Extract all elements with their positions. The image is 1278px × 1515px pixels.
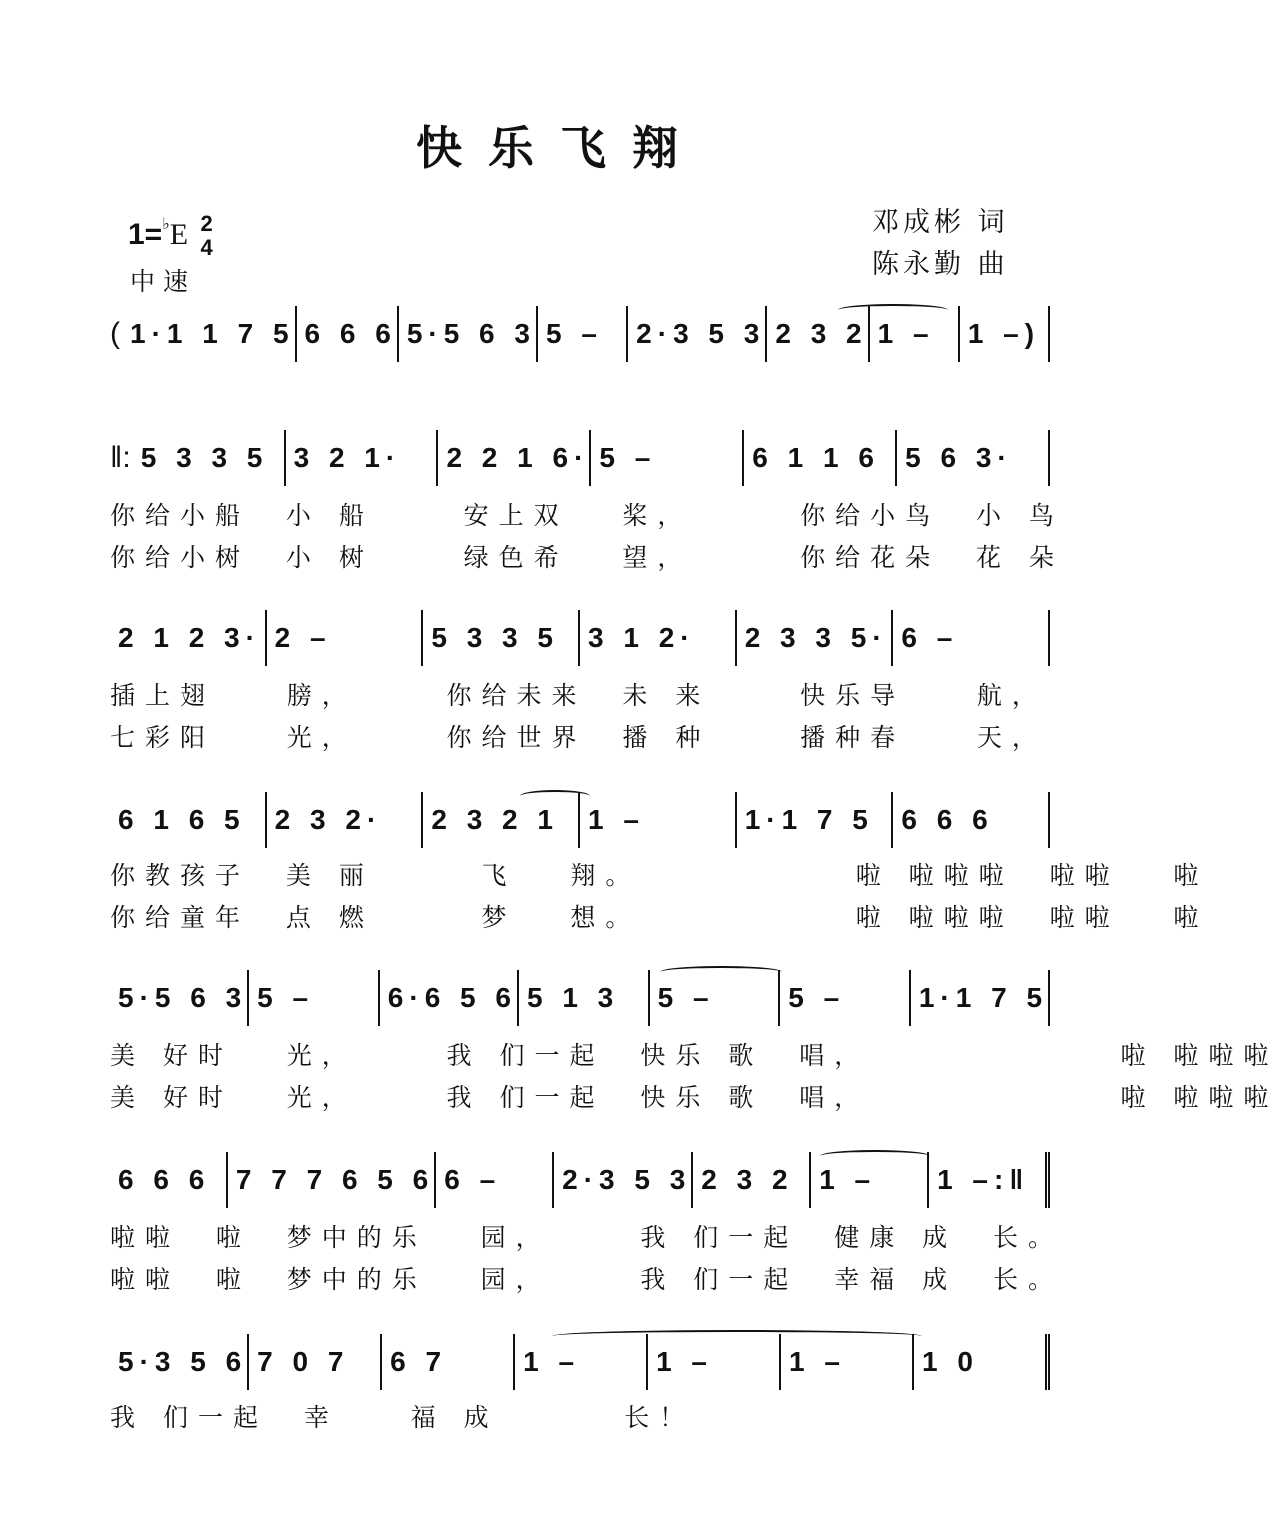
measure: 2·3 5 3 [628,306,767,362]
measure: 5 – [538,306,628,362]
measure: 5·5 6 3 [110,970,249,1026]
measure: 2·3 5 3 [554,1152,693,1208]
measure: 5 3 3 5 [423,610,580,666]
measure: 5·5 6 3 [399,306,538,362]
measure: 6 – [893,610,1050,666]
measure: 1 – [515,1334,648,1390]
measure: 2 3 2 1 [423,792,580,848]
lyrics-verse-2: 你给童年 点 燃 梦 想。 啦 啦啦啦 啦啦 啦 [110,903,1209,932]
lyrics-coda: 我 们一起 幸 福 成 长！ [110,1403,695,1432]
measure: 5 1 3 [519,970,650,1026]
measure: 1 – [580,792,737,848]
time-signature-top: 2 [200,211,213,236]
measure: 1·1 1 7 5 [122,306,297,362]
measure: 1·1 7 5 [911,970,1050,1026]
lyrics-verse-2: 美 好时 光， 我 们一起 快乐 歌 唱， 啦 啦啦啦 [110,1083,1278,1112]
measure: 1 – [781,1334,914,1390]
key-signature [128,212,213,260]
measure: 1 –) [960,306,1050,362]
measure: 6 7 [382,1334,515,1390]
tie-arc [820,1150,930,1162]
measure: 6 1 1 6 [744,430,897,486]
measure: 2 – [267,610,424,666]
measure: 5 – [591,430,744,486]
measure: 6 6 6 [297,306,399,362]
measure: 5 – [249,970,380,1026]
flat-symbol: ♭ [162,215,170,233]
tie-arc [520,790,590,802]
measure: 2 3 2 [693,1152,811,1208]
measure: 1 – [870,306,960,362]
measure: 3 2 1· [286,430,439,486]
measure: 5 6 3· [897,430,1050,486]
opening-parenthesis: ( [110,317,120,350]
repeat-start-sign: ‖: [110,441,131,474]
measure: 5·3 5 6 [110,1334,249,1390]
lyrics-verse-2: 七彩阳 光， 你给世界 播 种 播种春 天， [110,723,1047,752]
measure: 2 3 2 [767,306,869,362]
lyrics-verse-2: 啦啦 啦 梦中的乐 园， 我 们一起 幸福 成 长。 [110,1265,1064,1294]
measure-repeat-end: 1 –:‖ [929,1152,1050,1208]
measure: 7 0 7 [249,1334,382,1390]
lyrics-verse-1: 美 好时 光， 我 们一起 快乐 歌 唱， 啦 啦啦啦 [110,1041,1278,1070]
measure: 2 1 2 3· [110,610,267,666]
measure: 6 – [436,1152,554,1208]
lyrics-verse-1: 你教孩子 美 丽 飞 翔。 啦 啦啦啦 啦啦 啦 [110,861,1209,890]
measure: 3 1 2· [580,610,737,666]
tie-arc [838,304,948,316]
time-signature-bottom: 4 [200,235,213,260]
notation-line-5 [110,970,1050,1026]
key-note: E [169,217,189,251]
measure: 2 3 3 5· [737,610,894,666]
measure: 6 6 6 [110,1152,228,1208]
measure: 1 – [811,1152,929,1208]
lyrics-verse-1: 啦啦 啦 梦中的乐 园， 我 们一起 健康 成 长。 [110,1223,1064,1252]
measure: 5 – [650,970,781,1026]
time-signature [200,212,212,260]
measure: 6 6 6 [893,792,1050,848]
measure: 6 1 6 5 [110,792,267,848]
measure: 5 3 3 5 [133,430,286,486]
measure: 7 7 7 6 5 6 [228,1152,436,1208]
measure: 1·1 7 5 [737,792,894,848]
measure-final: 1 0 [914,1334,1050,1390]
lyricist-credit: 邓成彬 词 [872,207,1009,238]
measure: 5 – [780,970,911,1026]
lyrics-verse-2: 你给小树 小 树 绿色希 望， 你给花朵 花 朵 [110,543,1064,572]
measure: 2 2 1 6· [438,430,591,486]
song-title: 快乐飞翔 [416,121,704,175]
tie-arc [552,1330,922,1342]
tie-arc [660,966,782,978]
notation-line-3 [110,610,1050,666]
lyrics-verse-1: 插上翅 膀， 你给未来 未 来 快乐导 航， [110,681,1047,710]
composer-credit: 陈永勤 曲 [872,249,1009,280]
notation-line-7 [110,1334,1050,1390]
notation-line-2 [110,430,1050,486]
tempo-marking: 中速 [130,267,197,296]
lyrics-verse-1: 你给小船 小 船 安上双 桨， 你给小鸟 小 鸟 [110,501,1064,530]
key-prefix: 1= [128,217,163,251]
measure: 1 – [648,1334,781,1390]
measure: 2 3 2· [267,792,424,848]
measure: 6·6 5 6 [380,970,519,1026]
